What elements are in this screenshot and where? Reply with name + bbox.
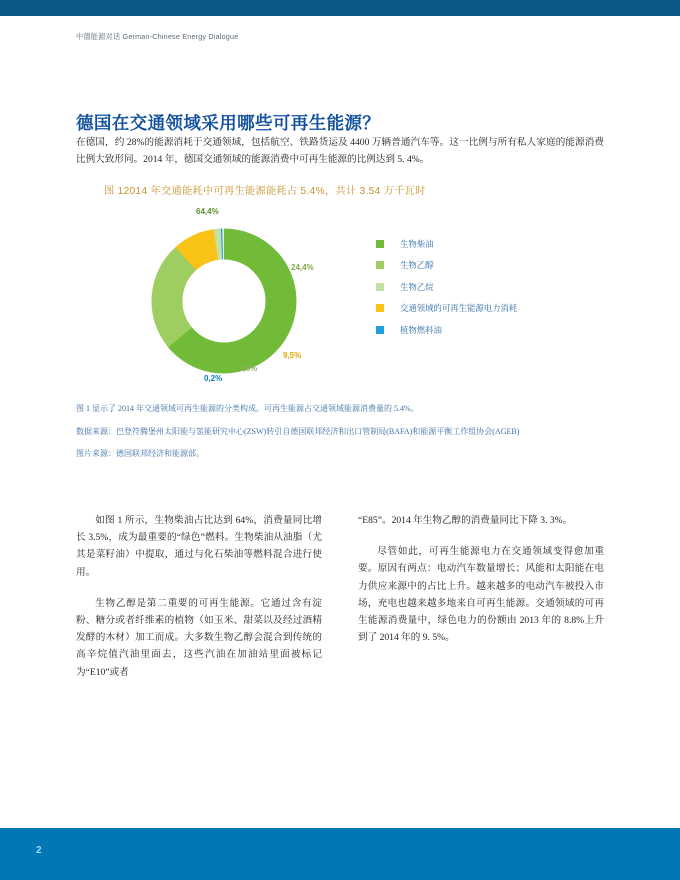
slice-label-biodiesel: 64,4%: [196, 207, 219, 216]
body-text: [76, 512, 604, 695]
legend-label: 生物柴油: [400, 238, 434, 249]
figure-caption: 图 1 显示了 2014 年交通领域可再生能源的分类构成。可再生能源占交通领域能源消费量的 5.4%。: [76, 404, 419, 413]
legend-label: 植物燃料油: [400, 324, 442, 335]
legend-label: 交通领域的可再生能源电力消耗: [400, 303, 518, 314]
legend-item-biodiesel: [376, 233, 517, 255]
body-column-left: [76, 512, 322, 695]
body-paragraph: 生物乙醇是第二重要的可再生能源。它通过含有淀粉、糖分或者纤维素的植物（如玉米、甜菜以及经过酒精发酵的木材）加工而成。大多数生物乙醇会混合到传统的高辛烷值汽油里面去，这些汽油在加油站里面被标记为“E10”或者: [76, 597, 322, 678]
legend-label: 生物乙烷: [400, 281, 434, 292]
slice-label-plant-oil: 0,2%: [204, 374, 223, 383]
body-paragraph: “E85”。2014 年生物乙醇的消费量同比下降 3. 3%。: [358, 515, 573, 526]
chart-legend: [376, 233, 517, 341]
donut-chart: [76, 207, 604, 401]
page-title: 德国在交通领域采用哪些可再生能源？: [76, 112, 381, 133]
slice-label-renewable-electricity: 9,5%: [283, 351, 302, 360]
legend-swatch-icon: [376, 304, 384, 312]
figure-image-source: 图片来源：德国联邦经济和能源部。: [76, 449, 204, 458]
figure-caption-block: [76, 402, 604, 470]
legend-item-renewable-electricity: [376, 298, 517, 320]
legend-swatch-icon: [376, 240, 384, 248]
legend-item-bioethane: [376, 276, 517, 298]
body-paragraph: 如图 1 所示，生物柴油占比达到 64%，消费量同比增长 3.5%，成为最重要的“绿色”燃料。生物柴油从油脂（尤其是菜籽油）中提取，通过与化石柴油等燃料混合进行使用。: [76, 515, 322, 578]
figure-block: [76, 182, 604, 401]
page-number: 2: [36, 845, 42, 856]
legend-item-plant-oil: [376, 319, 517, 341]
legend-label: 生物乙醇: [400, 260, 434, 271]
figure-title: 图 12014 年交通能耗中可再生能源能耗占 5.4%，共计 3.54 万千瓦时: [104, 186, 426, 197]
top-accent-band: [0, 0, 680, 16]
legend-swatch-icon: [376, 326, 384, 334]
legend-swatch-icon: [376, 283, 384, 291]
figure-data-source: 数据来源：巴登符腾堡州太阳能与氢能研究中心(ZSW)转引自德国联邦经济和出口管制局(BAFA)和能源平衡工作组协会(AGEB): [76, 426, 520, 436]
footer-band: [0, 828, 680, 880]
intro-paragraph: 在德国，约 28%的能源消耗于交通领域，包括航空、铁路货运及 4400 万辆普通汽车等。这一比例与所有私人家庭的能源消费比例大致形同。2014 年，德国交通领域的能源消费中可再生能源的比例达到 5. 4%。: [76, 136, 604, 166]
donut-svg: [124, 211, 324, 391]
slice-label-bioethanol: 24,4%: [291, 263, 314, 272]
legend-swatch-icon: [376, 261, 384, 269]
donut-graphic: [124, 211, 324, 391]
body-paragraph: 尽管如此，可再生能源电力在交通领域变得愈加重要。原因有两点：电动汽车数量增长；风能和太阳能在电力供应来源中的占比上升。越来越多的电动汽车被投入市场，充电也越来越多地来自可再生能源。交通领域的可再生能源消费量中，绿色电力的份额由 2013 年的 8.8%上升到了 2014 年的 9. 5%。: [358, 546, 604, 644]
legend-item-bioethanol: [376, 255, 517, 277]
body-column-right: [358, 512, 604, 695]
running-header: 中德能源对话 German-Chinese Energy Dialogue: [76, 32, 239, 41]
slice-label-bioethane: 1,6%: [239, 364, 258, 373]
